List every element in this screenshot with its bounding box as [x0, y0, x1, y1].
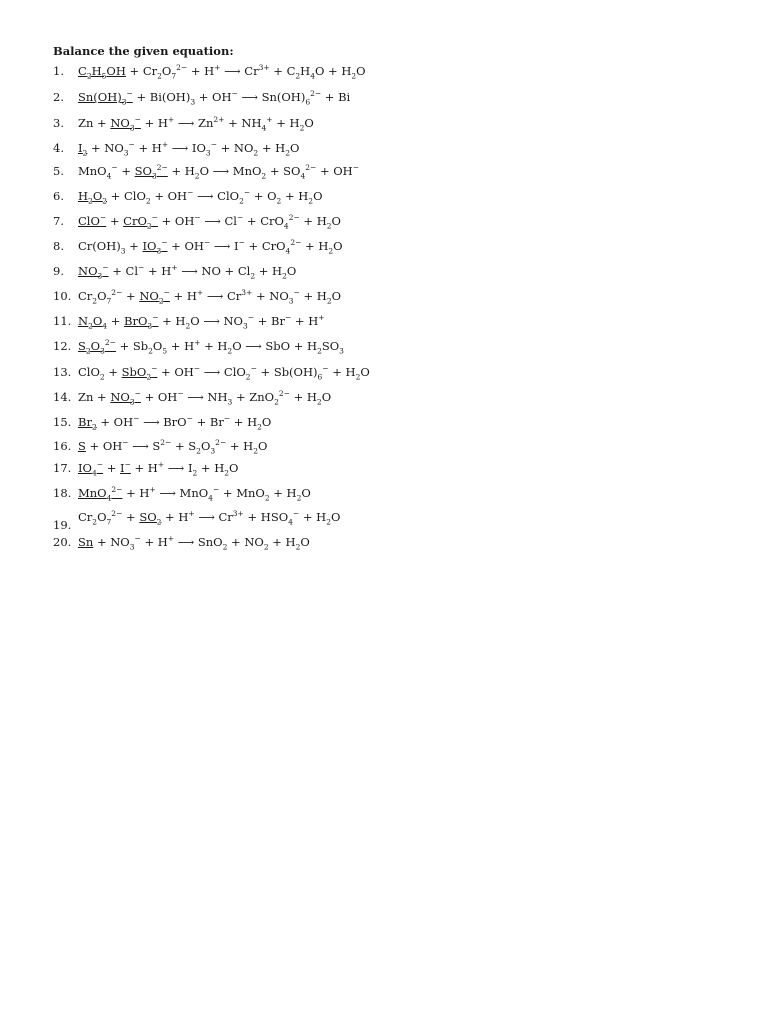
equation: $MnO_4^- + SO_3^{2-} + H_2O$ ⟶ $MnO_2 + SO_4^{2-} + OH^-$: [78, 163, 360, 181]
equation-number: 18.: [53, 486, 72, 500]
equation-row: [53, 237, 343, 255]
equation-number: 10.: [53, 289, 72, 303]
equation-row: [53, 508, 340, 526]
equation: $Br_2 + OH^-$ ⟶ $BrO^- + Br^- + H_2O$: [78, 414, 272, 432]
equation: ClO− + CrO$_2$− + OH− ⟶ $Cl^- + CrO_4^{2-} + H_2O$: [78, 213, 341, 231]
equation-number: 16.: [53, 439, 72, 453]
equation: $Sn + NO_3^- + H^+$ ⟶ $SnO_2 + NO_2 + H_2O$: [78, 534, 310, 552]
equation-number: 20.: [53, 535, 72, 549]
equation: $Sn(OH)_3^- + Bi(OH)_3 + OH^-$ ⟶ $Sn(OH)_6^{2-} + Bi$: [78, 89, 351, 107]
equation-row: [53, 287, 341, 305]
equation-number: 2.: [53, 90, 64, 104]
equation-number: 19.: [53, 518, 72, 532]
equation-number: 5.: [53, 164, 64, 178]
equation-row: [53, 62, 366, 80]
equation: $Cr_2O_7^{2-} + NO_2^- + H^+$ ⟶ $Cr^{3+} + NO_3^- + H_2O$: [78, 288, 342, 306]
equation: ClO$_2$ + SbO$_2$− + OH− ⟶ $ClO_2^- + Sb(OH)_6^- + H_2O$: [78, 364, 370, 382]
equation: $S_2O_3^{2-} + Sb_2O_5 + H^+ + H_2O$ ⟶ SbO + $H_2SO_3$: [78, 338, 344, 356]
equation: $Zn + NO_3^- + H^+$ ⟶ $Zn^{2+} + NH_4^+ + H_2O$: [78, 115, 314, 133]
equation-row: [53, 388, 331, 406]
equation-row: [53, 337, 344, 355]
equation: MnO$_4^{2-}$ + H+ ⟶ $MnO_4^- + MnO_2 + H_2O$: [78, 485, 311, 503]
equation-row: [53, 262, 296, 280]
equation-row: [53, 533, 310, 551]
equation: $N_2O_4 + BrO_3^- + H_2O$ ⟶ $NO_3^- + Br^- + H^+$: [78, 313, 325, 331]
equation-number: 17.: [53, 461, 72, 475]
equation: $Cr(OH)_3 + IO_3^- + OH^-$ ⟶ $I^- + CrO_4^{2-} + H_2O$: [78, 238, 343, 256]
equation-number: 6.: [53, 189, 64, 203]
equation-number: 7.: [53, 214, 64, 228]
equation-number: 13.: [53, 365, 72, 379]
equation-row: [53, 413, 271, 431]
equation: $NO_3^- + Cl^- + H^+$ ⟶ NO + $Cl_2 + H_2O$: [78, 263, 297, 281]
equation-number: 14.: [53, 390, 72, 404]
equation: $H_2O_2 + ClO_2 + OH^-$ ⟶ $ClO_2^- + O_2 + H_2O$: [78, 188, 323, 206]
equation-row: [53, 212, 341, 230]
equation-number: 9.: [53, 264, 64, 278]
equation-row: [53, 363, 370, 381]
equation: $I_2 + NO_3^- + H^+$ ⟶ $IO_3^- + NO_2 + H_2O$: [78, 140, 300, 158]
equation: $IO_4^- + I^- + H^+$ ⟶ $I_2 + H_2O$: [78, 460, 239, 478]
equation-row: [53, 88, 350, 106]
equation: $Zn + NO_3^- + OH^-$ ⟶ $NH_3 + ZnO_2^{2-} + H_2O$: [78, 389, 332, 407]
equation-number: 11.: [53, 314, 72, 328]
equation-number: 8.: [53, 239, 64, 253]
equation-row: [53, 437, 267, 455]
equation-row: [53, 484, 311, 502]
equation: $Cr_2O_7^{2-} + SO_2 + H^+$ ⟶ $Cr^{3+} + HSO_4^- + H_2O$: [78, 509, 341, 527]
equation-number: 1.: [53, 64, 64, 78]
equation-number: 15.: [53, 415, 72, 429]
equation-row: [53, 312, 325, 330]
equation-row: [53, 187, 323, 205]
equation: $C_2H_5OH + Cr_2O_7^{2-} + H^+$ ⟶ $Cr^{3+} + C_2H_4O + H_2O$: [78, 63, 366, 81]
equation: S + OH− ⟶ $S^{2-} + S_2O_3^{2-} + H_2O$: [78, 438, 268, 456]
equation-number: 3.: [53, 116, 64, 130]
equation-row: [53, 459, 238, 477]
equation-row: [53, 162, 359, 180]
equation-row: [53, 114, 314, 132]
equation-number: 12.: [53, 339, 72, 353]
equation-row: [53, 139, 299, 157]
equation-number: 4.: [53, 141, 64, 155]
worksheet-heading: Balance the given equation:: [53, 44, 234, 58]
